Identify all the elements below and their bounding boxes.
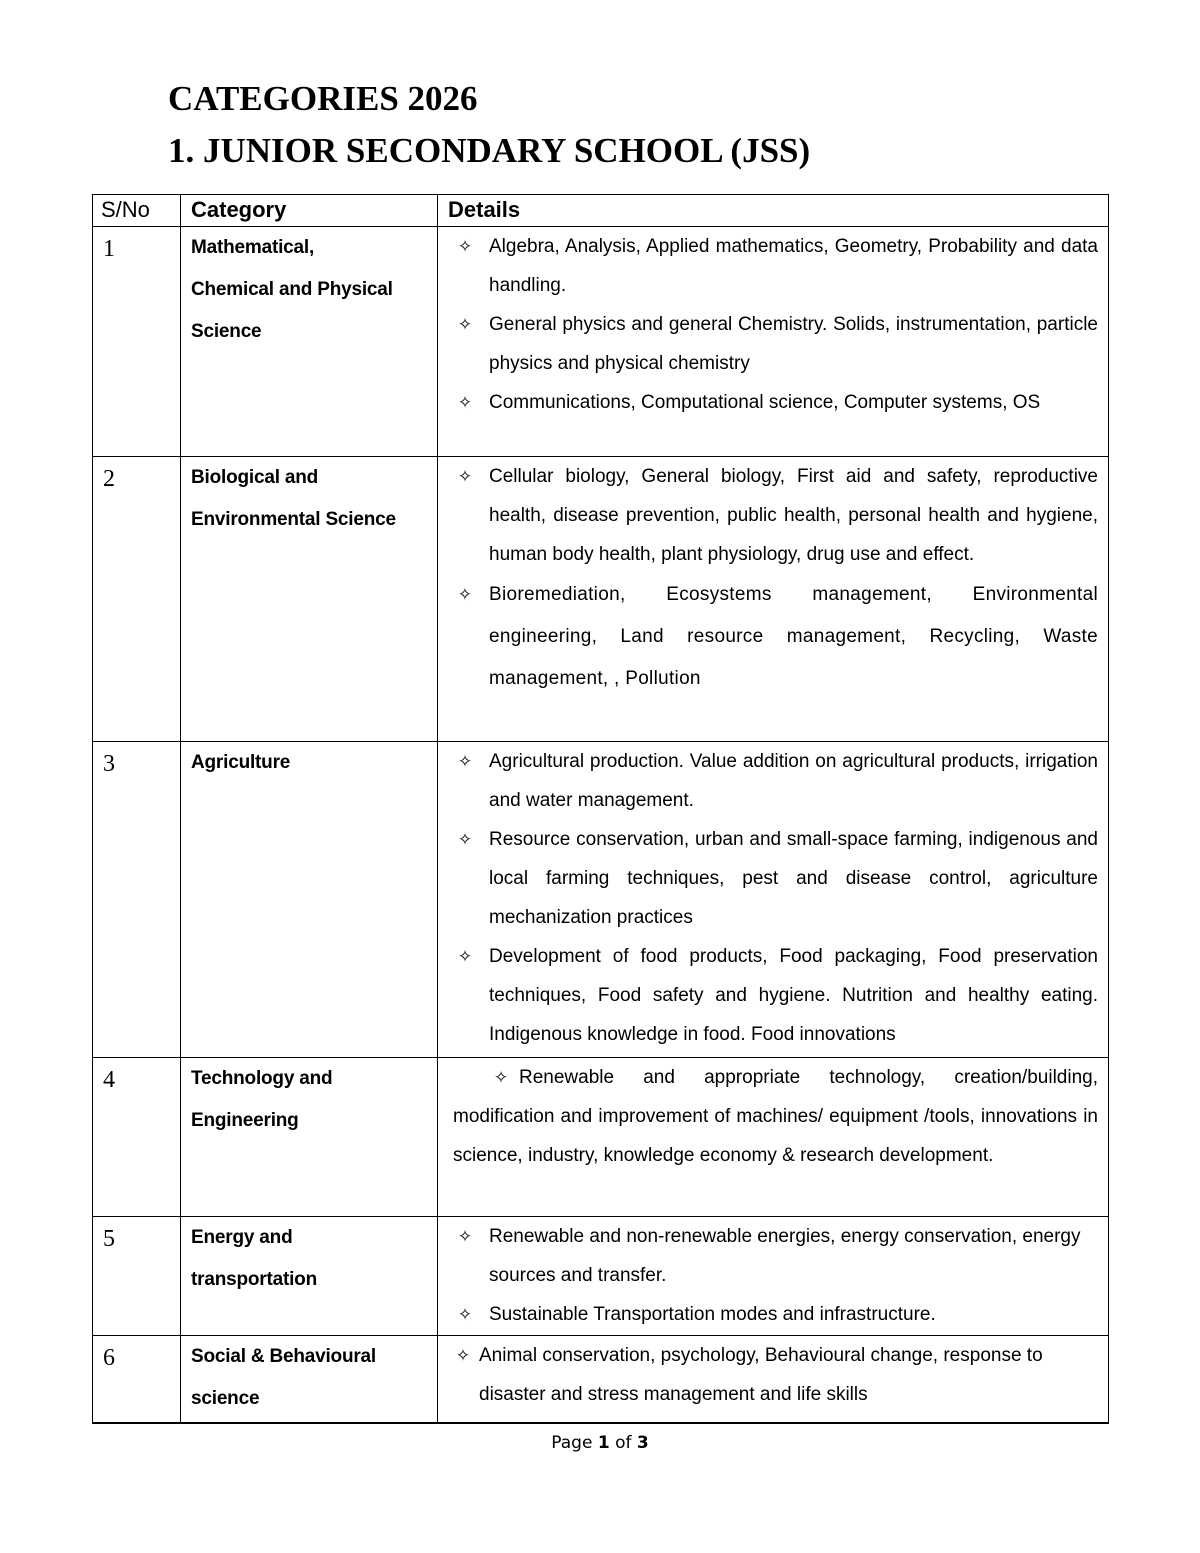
footer-page-label: Page: [551, 1433, 593, 1453]
category-line: science: [191, 1388, 260, 1409]
diamond-star-bullet-icon: ✧: [457, 1227, 473, 1246]
diamond-star-bullet-icon: ✧: [457, 752, 473, 771]
detail-text: Renewable and appropriate technology, creation/building, modification and improvement of machines/ equipment /tools, innovations in science, industry, knowledge economy & research development.: [453, 1067, 1098, 1166]
diamond-star-bullet-icon: ✧: [457, 1305, 473, 1324]
list-item: [453, 742, 1098, 820]
detail-text: Renewable and non-renewable energies, energy conservation, energy sources and transfer.: [489, 1226, 1081, 1286]
list-item: [453, 574, 1098, 700]
category-line: Technology and: [191, 1068, 333, 1089]
row-sno: 2: [93, 457, 181, 742]
detail-text: Development of food products, Food packaging, Food preservation techniques, Food safety and hygiene. Nutrition and healthy eating. Indigenous knowledge in food. Food innovations: [489, 946, 1098, 1045]
detail-text: General physics and general Chemistry. Solids, instrumentation, particle physics and physical chemistry: [489, 314, 1098, 374]
row-sno: 3: [93, 742, 181, 1058]
diamond-star-bullet-icon: ✧: [457, 585, 473, 604]
diamond-star-bullet-icon: ✧: [455, 1346, 471, 1365]
category-line: Energy and: [191, 1227, 293, 1248]
list-item: [453, 227, 1098, 305]
diamond-star-bullet-icon: ✧: [457, 467, 473, 486]
row-details: [438, 1336, 1109, 1424]
list-item: [453, 1217, 1098, 1295]
page-subtitle: 1. JUNIOR SECONDARY SCHOOL (JSS): [168, 131, 811, 170]
page-footer: [0, 1431, 1200, 1455]
table-row: [93, 1058, 1109, 1217]
list-item: [453, 1058, 1098, 1175]
row-category: [181, 1217, 438, 1336]
detail-text: Bioremediation, Ecosystems management, Environmental engineering, Land resource management, Recycling, Waste management, , Pollution: [489, 584, 1098, 689]
list-item: [453, 820, 1098, 937]
category-line: Chemical and Physical: [191, 279, 393, 300]
table-row: [93, 227, 1109, 457]
table-row: [93, 1217, 1109, 1336]
row-sno: 4: [93, 1058, 181, 1217]
diamond-star-bullet-icon: ✧: [457, 237, 473, 256]
header-category: Category: [181, 195, 438, 227]
table-row: [93, 742, 1109, 1058]
row-details: [438, 1217, 1109, 1336]
page-title: CATEGORIES 2026: [168, 79, 478, 118]
diamond-star-bullet-icon: ✧: [457, 830, 473, 849]
detail-text: Communications, Computational science, Computer systems, OS: [489, 392, 1041, 413]
diamond-star-bullet-icon: ✧: [457, 393, 473, 412]
category-line: Mathematical,: [191, 237, 315, 258]
header-sno: S/No: [93, 195, 181, 227]
category-line: Environmental Science: [191, 509, 396, 530]
diamond-star-bullet-icon: ✧: [457, 315, 473, 334]
row-sno: 5: [93, 1217, 181, 1336]
detail-text: Sustainable Transportation modes and infrastructure.: [489, 1304, 936, 1325]
row-category: [181, 1336, 438, 1424]
row-details: [438, 457, 1109, 742]
categories-table: [92, 194, 1109, 1424]
diamond-star-bullet-icon: ✧: [457, 947, 473, 966]
list-item: [453, 457, 1098, 574]
category-line: transportation: [191, 1269, 317, 1290]
category-line: Biological and: [191, 467, 319, 488]
row-details: [438, 227, 1109, 457]
row-details: [438, 742, 1109, 1058]
table-row: [93, 1336, 1109, 1424]
row-sno: 1: [93, 227, 181, 457]
list-item: [453, 383, 1098, 422]
row-category: [181, 742, 438, 1058]
row-category: [181, 1058, 438, 1217]
detail-text: Animal conservation, psychology, Behavioural change, response to disaster and stress management and life skills: [479, 1345, 1043, 1405]
footer-total-pages: 3: [636, 1433, 649, 1453]
category-line: Science: [191, 321, 262, 342]
header-details: Details: [438, 195, 1109, 227]
footer-current-page: 1: [597, 1433, 610, 1453]
row-category: [181, 457, 438, 742]
detail-text: Resource conservation, urban and small-space farming, indigenous and local farming techniques, pest and disease control, agriculture mechanization practices: [489, 829, 1098, 928]
footer-of-label: of: [615, 1433, 632, 1453]
table-header-row: [93, 195, 1109, 227]
detail-text: Algebra, Analysis, Applied mathematics, Geometry, Probability and data handling.: [489, 236, 1098, 296]
row-sno: 6: [93, 1336, 181, 1424]
category-line: Social & Behavioural: [191, 1346, 377, 1367]
category-line: Engineering: [191, 1110, 299, 1131]
row-category: [181, 227, 438, 457]
table-row: [93, 457, 1109, 742]
category-line: Agriculture: [191, 752, 291, 773]
list-item: [453, 1295, 1098, 1334]
detail-text: Agricultural production. Value addition on agricultural products, irrigation and water management.: [489, 751, 1098, 811]
diamond-star-bullet-icon: ✧: [493, 1068, 509, 1087]
row-details: [438, 1058, 1109, 1217]
list-item: [453, 305, 1098, 383]
list-item: [453, 937, 1098, 1054]
detail-text: Cellular biology, General biology, First aid and safety, reproductive health, disease prevention, public health, personal health and hygiene, human body health, plant physiology, drug use and effect.: [489, 466, 1098, 565]
list-item: [453, 1336, 1098, 1414]
